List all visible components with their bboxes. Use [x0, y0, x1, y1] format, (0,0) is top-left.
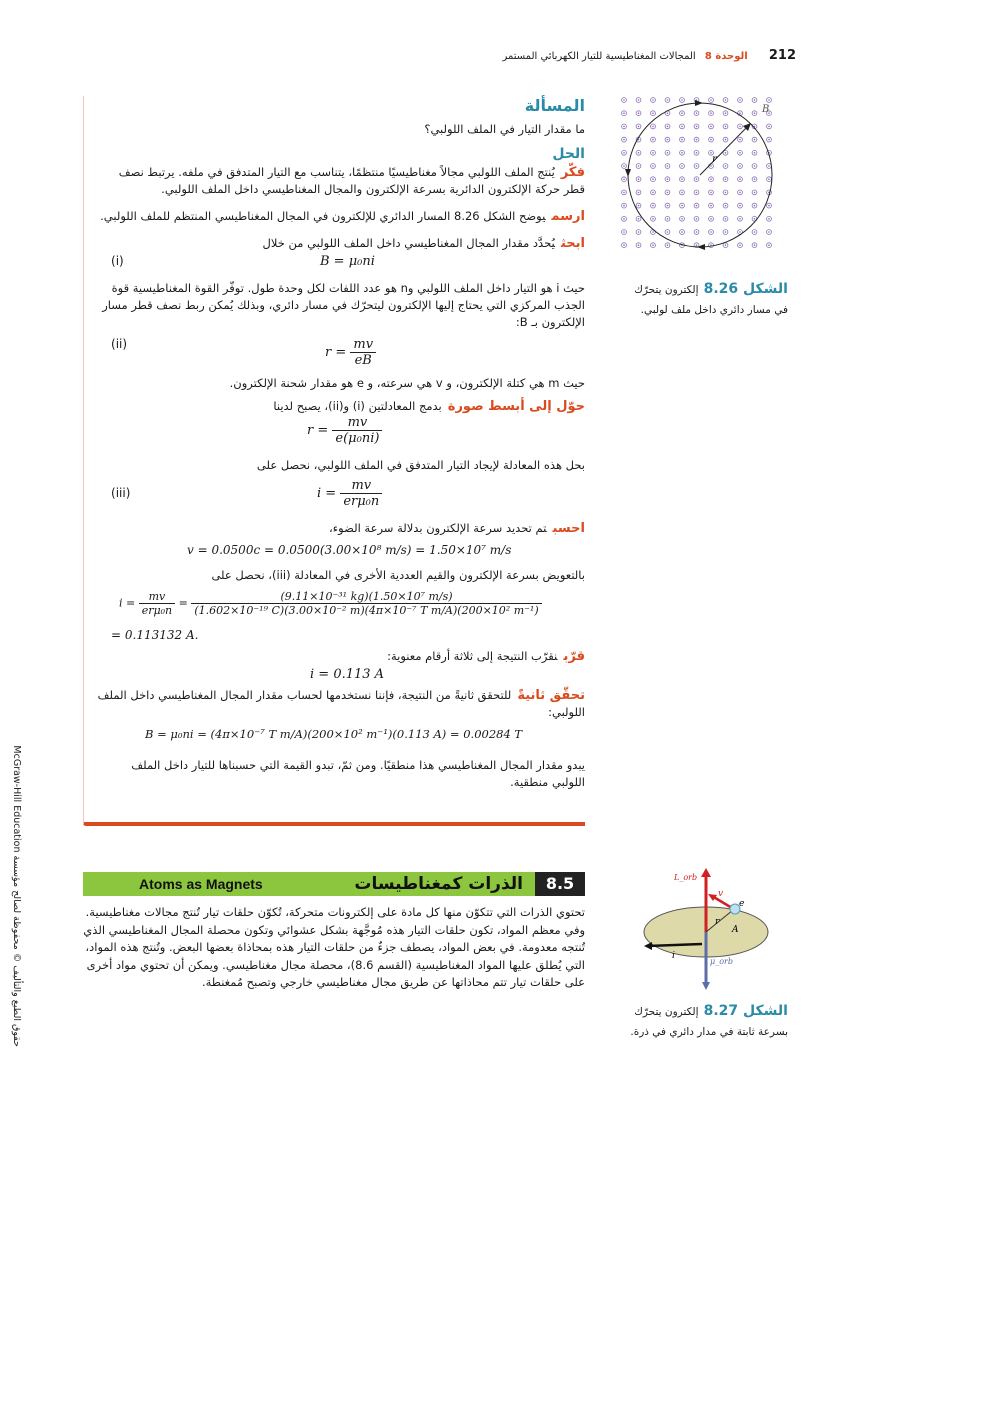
field-dot-center	[768, 139, 770, 141]
solution-title: الحل	[552, 146, 585, 162]
equation-2-row	[95, 335, 585, 375]
equation-3-denominator: e(μ₀ni)	[335, 431, 380, 446]
field-dot-center	[667, 205, 669, 207]
field-dot-center	[667, 99, 669, 101]
equation-4	[317, 478, 382, 509]
unit-label: الوحدة 8	[704, 51, 748, 62]
field-dot-center	[710, 231, 712, 233]
field-dot-center	[667, 112, 669, 114]
field-dot-center	[652, 112, 654, 114]
field-dot-center	[638, 112, 640, 114]
field-dot-center	[652, 231, 654, 233]
field-dot-center	[681, 152, 683, 154]
section-number-box	[535, 872, 585, 896]
field-dot-center	[696, 178, 698, 180]
equation-7: i = 0.113 A	[310, 667, 385, 682]
field-dot-center	[725, 244, 727, 246]
sketch-paragraph	[95, 208, 585, 225]
field-dot-center	[623, 126, 625, 128]
equation-2	[325, 337, 376, 368]
field-dot-center	[739, 126, 741, 128]
field-dot-center	[638, 244, 640, 246]
equation-2-denominator: eB	[354, 353, 372, 368]
field-dot-center	[696, 205, 698, 207]
think-text: يُنتج الملف اللولبي مجالاً مغناطيسيًا منتظمًا، يتناسب مع التيار المتدفق في ملفه. يرتبط نصف قطر حركة الإلكترون الدائرية بسرعة الإلكترون والمجال المغناطيسي داخل الملف اللولبي.	[118, 165, 585, 196]
field-dot-center	[652, 152, 654, 154]
field-dot-center	[652, 139, 654, 141]
round-label: قرّب	[563, 649, 585, 664]
label-A: A	[732, 925, 739, 935]
field-dot-center	[696, 139, 698, 141]
field-dot-center	[667, 126, 669, 128]
field-dot-center	[638, 165, 640, 167]
simplify-label: حوّل إلى أبسط صورة	[447, 399, 585, 414]
solve-paragraph: بحل هذه المعادلة لإيجاد التيار المتدفق في الملف اللولبي، نحصل على	[256, 458, 585, 472]
figure-826-diagram	[615, 92, 785, 262]
equation-4-row	[95, 476, 585, 520]
problem-title: المسألة	[524, 96, 585, 115]
equation-4-number: (iii)	[111, 486, 131, 500]
field-dot-center	[638, 231, 640, 233]
label-r-827: r	[715, 917, 720, 927]
field-dot-center	[681, 205, 683, 207]
field-dot-center	[638, 126, 640, 128]
field-dot-center	[739, 178, 741, 180]
substitution-paragraph: بالتعويض بسرعة الإلكترون والقيم العددية الأخرى في المعادلة (iii)، نحصل على	[211, 568, 585, 582]
field-dot-center	[725, 152, 727, 154]
field-dot-center	[725, 99, 727, 101]
field-dot-center	[710, 139, 712, 141]
field-dot-center	[667, 178, 669, 180]
field-dot-center	[623, 112, 625, 114]
field-dot-center	[754, 231, 756, 233]
field-dot-center	[623, 99, 625, 101]
field-dot-center	[652, 205, 654, 207]
field-label: B	[762, 104, 770, 115]
equation-4-numerator: mv	[340, 478, 382, 494]
field-dot-center	[768, 205, 770, 207]
calc-label: احسب	[552, 521, 585, 536]
field-dot-center	[725, 218, 727, 220]
example-end-rule	[83, 822, 585, 826]
label-L: L_orb	[674, 873, 698, 882]
equation-6-numeric-fraction	[191, 590, 541, 617]
radius-label: r	[712, 154, 717, 165]
field-dot-center	[696, 192, 698, 194]
field-dot-center	[725, 231, 727, 233]
field-dot-center	[739, 139, 741, 141]
check-text: للتحقق ثانيةً من النتيجة، فإننا نستخدمها لحساب مقدار المجال المغناطيسي داخل الملف اللولبي:	[97, 688, 585, 719]
equation-6-symbolic-numerator: mv	[139, 590, 175, 604]
field-dot-center	[696, 112, 698, 114]
check-paragraph	[95, 687, 585, 721]
equation-6-numerator: (9.11×10⁻³¹ kg)(1.50×10⁷ m/s)	[191, 590, 541, 604]
field-dot-center	[725, 178, 727, 180]
final-paragraph: يبدو مقدار المجال المغناطيسي هذا منطقيًا. ومن ثمّ، تبدو القيمة التي حسبناها للتيار داخل الملف اللولبي منطقية.	[131, 758, 585, 789]
field-dot-center	[638, 192, 640, 194]
research-text: يُحدَّد مقدار المجال المغناطيسي داخل الملف اللولبي من خلال	[262, 236, 555, 250]
current-arrow-head	[644, 942, 652, 950]
field-dot-center	[739, 231, 741, 233]
equation-2-lhs: r =	[325, 345, 347, 360]
equation-3-lhs: r =	[307, 423, 329, 438]
figure-826-caption-number: الشكل 8.26	[703, 281, 788, 297]
label-e: e	[739, 899, 745, 909]
field-dot-center	[754, 205, 756, 207]
field-dot-center	[638, 178, 640, 180]
equation-6-lhs: i =	[119, 596, 136, 610]
field-dot-center	[696, 218, 698, 220]
mu-arrow-head	[702, 982, 710, 990]
page-header	[502, 48, 796, 66]
field-dot-center	[623, 205, 625, 207]
field-dot-center	[681, 126, 683, 128]
field-dot-center	[710, 192, 712, 194]
where-1-paragraph: حيث i هو التيار داخل الملف اللولبي وn هو عدد اللفات لكل وحدة طول. توفّر القوة المغناطيسية قوة الجذب المركزي التي يحتاج إليها الإلكترون ليتحرّك في مسار دائري، وبذلك يُمكن ربط نصف قطر مسار الإلكترون بـ B:	[102, 281, 585, 329]
field-dot-center	[667, 165, 669, 167]
field-dot-center	[652, 99, 654, 101]
round-text: نقرّب النتيجة إلى ثلاثة أرقام معنوية:	[387, 649, 558, 663]
equation-2-number: (ii)	[111, 337, 128, 351]
section-header-bar	[83, 872, 585, 896]
equation-6-row	[95, 586, 585, 646]
field-dot-center	[623, 178, 625, 180]
field-dot-center	[667, 244, 669, 246]
equation-1-row	[95, 252, 585, 274]
equation-2-fraction	[350, 337, 376, 368]
think-label: فكّر	[560, 165, 585, 180]
field-dot-center	[652, 244, 654, 246]
think-paragraph	[95, 164, 585, 198]
field-dot-center	[667, 192, 669, 194]
equation-5-row	[95, 537, 585, 567]
field-dot-center	[710, 165, 712, 167]
field-dot-center	[623, 244, 625, 246]
field-dot-center	[667, 231, 669, 233]
field-dot-center	[725, 165, 727, 167]
field-dot-center	[739, 205, 741, 207]
sketch-text: يوضح الشكل 8.26 المسار الدائري للإلكترون في المجال المغناطيسي المنتظم للملف اللولبي.	[100, 209, 546, 223]
field-dot-center	[696, 231, 698, 233]
equation-5: v = 0.0500c = 0.0500(3.00×10⁸ m/s) = 1.50×10⁷ m/s	[187, 543, 512, 557]
field-dot-center	[768, 99, 770, 101]
field-dot-center	[725, 126, 727, 128]
field-dot-center	[710, 126, 712, 128]
field-dot-center	[710, 99, 712, 101]
round-paragraph	[95, 648, 585, 665]
field-dot-center	[768, 244, 770, 246]
field-dot-center	[754, 152, 756, 154]
simplify-text: بدمج المعادلتين (i) و(ii)، يصبح لدينا	[273, 399, 442, 413]
section-title-ar: الذرات كمغناطيسات	[354, 874, 523, 894]
figure-827-caption-text: إلكترون يتحرّك بسرعة ثابتة في مدار دائري في ذرة.	[630, 1006, 788, 1038]
field-dot-center	[623, 218, 625, 220]
equation-4-fraction	[340, 478, 382, 509]
field-dot-center	[725, 205, 727, 207]
magnetic-field-dots	[622, 98, 772, 248]
equation-3-row	[95, 415, 585, 457]
field-dot-center	[696, 165, 698, 167]
field-dot-center	[652, 192, 654, 194]
field-dot-center	[725, 139, 727, 141]
section-title-en: Atoms as Magnets	[139, 876, 263, 892]
field-dot-center	[754, 192, 756, 194]
field-dot-center	[623, 165, 625, 167]
field-dot-center	[638, 205, 640, 207]
field-dot-center	[681, 99, 683, 101]
problem-question: ما مقدار التيار في الملف اللولبي؟	[424, 122, 585, 136]
equation-6: i = $\frac{mv}{\text{erμ₀n}}$ = $\frac{\text{(9.11×10⁻³¹ kg)(1.50×10⁷ m/s)}}{\text{(1.602×10⁻¹⁹ C)(3.00×10⁻² m)(4π×10⁻⁷ T m/A)(200×10² m⁻¹)}}$	[119, 590, 542, 617]
field-dot-center	[681, 231, 683, 233]
field-dot-center	[739, 244, 741, 246]
field-dot-center	[696, 244, 698, 246]
field-dot-center	[623, 139, 625, 141]
L-arrow-head	[701, 868, 711, 877]
label-v: v	[718, 889, 724, 899]
page-number: 212	[768, 48, 796, 63]
equation-6-symbolic-fraction	[139, 590, 175, 617]
field-dot-center	[710, 112, 712, 114]
field-dot-center	[681, 139, 683, 141]
field-dot-center	[768, 218, 770, 220]
equation-2-numerator: mv	[350, 337, 376, 353]
equation-8: B = μ₀ni = (4π×10⁻⁷ T m/A)(200×10² m⁻¹)(0.113 A) = 0.00284 T	[145, 727, 523, 741]
field-dot-center	[768, 165, 770, 167]
equation-8-row	[95, 721, 585, 751]
where-2-paragraph: حيث m هي كتلة الإلكترون، و v هي سرعته، و e هو مقدار شحنة الإلكترون.	[229, 376, 585, 390]
orbit-arrow-bottom	[697, 244, 705, 250]
side-copyright: حقوق الطبع والتأليف © محفوظة لصالح مؤسسة McGraw-Hill Education	[11, 745, 22, 1047]
check-label: تحقّق ثانيةً	[517, 688, 585, 703]
field-dot-center	[739, 218, 741, 220]
figure-827-caption	[620, 1000, 788, 1040]
equation-4-denominator: erμ₀n	[343, 494, 380, 509]
field-dot-center	[725, 192, 727, 194]
equation-6-denominator: (1.602×10⁻¹⁹ C)(3.00×10⁻² m)(4π×10⁻⁷ T m/A)(200×10² m⁻¹)	[194, 604, 539, 617]
field-dot-center	[710, 205, 712, 207]
example-left-rule	[83, 96, 84, 824]
field-dot-center	[754, 178, 756, 180]
field-dot-center	[754, 218, 756, 220]
field-dot-center	[652, 218, 654, 220]
field-dot-center	[623, 231, 625, 233]
field-dot-center	[710, 218, 712, 220]
field-dot-center	[623, 192, 625, 194]
field-dot-center	[754, 139, 756, 141]
field-dot-center	[681, 112, 683, 114]
calc-text: تم تحديد سرعة الإلكترون بدلالة سرعة الضوء،	[329, 521, 547, 535]
figure-827-diagram	[628, 862, 788, 992]
field-dot-center	[754, 112, 756, 114]
field-dot-center	[739, 99, 741, 101]
field-dot-center	[768, 126, 770, 128]
field-dot-center	[768, 178, 770, 180]
figure-826-caption	[620, 278, 788, 318]
calc-paragraph	[95, 520, 585, 537]
equation-7-row	[95, 665, 585, 687]
field-dot-center	[696, 152, 698, 154]
problem-block	[95, 96, 585, 791]
label-mu: μ_orb	[710, 957, 733, 966]
field-dot-center	[623, 152, 625, 154]
equation-6-symbolic-denominator: erμ₀n	[141, 604, 173, 617]
equation-1: B = μ₀ni	[320, 254, 375, 269]
field-dot-center	[681, 178, 683, 180]
field-dot-center	[638, 152, 640, 154]
section-body: تحتوي الذرات التي تتكوّن منها كل مادة على إلكترونات متحركة، تُكوّن حلقات تيار تُنتج مجالات مغناطيسية. وفي معظم المواد، تكون حلقات التيار هذه مُوجَّهة بشكل عشوائي وتكون محصلة المجال المغناطيسي الذي تُنتجه معدومة. في بعض المواد، يصطف جزءٌ من حلقات التيار هذه بمحاذاة بعضها البعض. وتُنتج هذه المواد، التي يُطلق عليها المواد المغناطيسية (القسم 8.6)، محصلة مجال مغناطيسي. ويمكن أن تحتوي مواد أخرى على حلقات تيار تتم محاذاتها عن طريق مجال مغناطيسي خارجي وتصبح مُمغنطة.	[83, 905, 585, 989]
field-dot-center	[652, 126, 654, 128]
equation-1-number: (i)	[111, 254, 124, 268]
simplify-paragraph	[95, 398, 585, 415]
equation-6-result: = 0.113132 A.	[111, 628, 199, 642]
research-label: ابحث	[560, 236, 585, 251]
field-dot-center	[681, 192, 683, 194]
equation-3-fraction	[332, 415, 382, 446]
section-number: 8.5	[545, 874, 575, 893]
field-dot-center	[681, 218, 683, 220]
equation-3-numerator: mv	[332, 415, 382, 431]
field-dot-center	[638, 99, 640, 101]
field-dot-center	[739, 112, 741, 114]
equation-3	[307, 415, 382, 446]
field-dot-center	[739, 152, 741, 154]
field-dot-center	[754, 244, 756, 246]
field-dot-center	[652, 178, 654, 180]
field-dot-center	[667, 152, 669, 154]
field-dot-center	[739, 192, 741, 194]
field-dot-center	[638, 218, 640, 220]
sketch-label: ارسم	[551, 209, 585, 224]
field-dot-center	[754, 165, 756, 167]
field-dot-center	[681, 165, 683, 167]
field-dot-center	[754, 99, 756, 101]
field-dot-center	[667, 218, 669, 220]
figure-826-caption-text: إلكترون يتحرّك في مسار دائري داخل ملف لولبي.	[634, 284, 788, 316]
equation-4-lhs: i =	[317, 486, 337, 501]
unit-title: المجالات المغناطيسية للتيار الكهربائي المستمر	[502, 51, 696, 62]
orbit-arrow-left	[625, 169, 631, 177]
field-dot-center	[768, 231, 770, 233]
field-dot-center	[725, 112, 727, 114]
field-dot-center	[710, 178, 712, 180]
field-dot-center	[652, 165, 654, 167]
research-paragraph	[95, 235, 585, 252]
figure-827-caption-number: الشكل 8.27	[703, 1003, 788, 1019]
field-dot-center	[696, 126, 698, 128]
field-dot-center	[667, 139, 669, 141]
field-dot-center	[739, 165, 741, 167]
label-i: i	[672, 951, 675, 961]
